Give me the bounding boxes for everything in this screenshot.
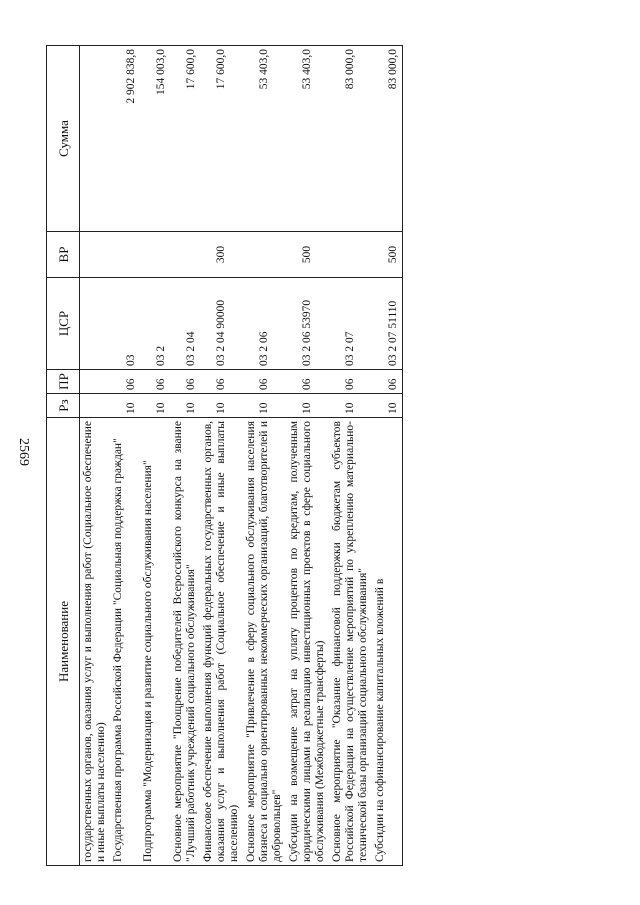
cell-pr: 06 <box>329 370 372 394</box>
table-row <box>200 46 243 866</box>
cell-sum: 154 003,0 <box>140 46 170 232</box>
cell-pr: 06 <box>170 370 200 394</box>
table-header-row <box>47 46 80 866</box>
cell-name: Подпрограмма "Модернизация и развитие социального обслуживания населения" <box>140 418 170 866</box>
cell-csr: 03 2 <box>140 278 170 370</box>
cell-vr <box>329 232 372 278</box>
cell-vr <box>140 232 170 278</box>
cell-rz: 10 <box>286 394 329 418</box>
cell-name: Субсидии на софинансирование капитальных вложений в <box>372 418 403 866</box>
cell-sum <box>80 46 111 232</box>
cell-vr <box>243 232 286 278</box>
header-vr: ВР <box>47 232 80 278</box>
cell-rz: 10 <box>329 394 372 418</box>
cell-pr: 06 <box>372 370 403 394</box>
page-number: 2569 <box>16 438 31 466</box>
cell-sum: 2 902 838,8 <box>110 46 140 232</box>
header-rz: Рз <box>47 394 80 418</box>
cell-csr: 03 2 07 <box>329 278 372 370</box>
cell-sum: 53 403,0 <box>286 46 329 232</box>
cell-csr: 03 2 06 <box>243 278 286 370</box>
cell-sum: 83 000,0 <box>372 46 403 232</box>
cell-name: Основное мероприятие "Оказание финансовой поддержки бюджетам субъектов Российской Федерации на осуществление мероприятий по укреплению материально-технической базы организаций социального обслуживания" <box>329 418 372 866</box>
header-sum: Сумма <box>47 46 80 232</box>
table-row <box>80 46 111 866</box>
table-row <box>243 46 286 866</box>
cell-csr: 03 2 06 53970 <box>286 278 329 370</box>
header-name: Наименование <box>47 418 80 866</box>
cell-name: Финансовое обеспечение выполнения функций федеральных государственных органов, оказания услуг и выполнения работ (Социальное обеспечение и иные выплаты населению) <box>200 418 243 866</box>
cell-name: Субсидии на возмещение затрат на уплату процентов по кредитам, полученным юридическими лицами на реализацию инвестиционных проектов в сфере социального обслуживания (Межбюджетные трансферты) <box>286 418 329 866</box>
cell-csr: 03 <box>110 278 140 370</box>
cell-rz: 10 <box>170 394 200 418</box>
cell-pr: 06 <box>110 370 140 394</box>
table-row <box>170 46 200 866</box>
cell-rz: 10 <box>200 394 243 418</box>
table-row <box>140 46 170 866</box>
cell-vr <box>110 232 140 278</box>
table-body <box>80 46 403 866</box>
cell-vr: 300 <box>200 232 243 278</box>
cell-csr: 03 2 04 90000 <box>200 278 243 370</box>
cell-rz <box>80 394 111 418</box>
table-row <box>329 46 372 866</box>
cell-rz: 10 <box>243 394 286 418</box>
header-csr: ЦСР <box>47 278 80 370</box>
table-row <box>110 46 140 866</box>
cell-sum: 17 600,0 <box>170 46 200 232</box>
cell-pr <box>80 370 111 394</box>
cell-sum: 83 000,0 <box>329 46 372 232</box>
cell-csr: 03 2 07 51110 <box>372 278 403 370</box>
table-row <box>372 46 403 866</box>
cell-rz: 10 <box>372 394 403 418</box>
cell-rz: 10 <box>110 394 140 418</box>
cell-pr: 06 <box>286 370 329 394</box>
header-pr: ПР <box>47 370 80 394</box>
table-row <box>286 46 329 866</box>
cell-vr: 500 <box>372 232 403 278</box>
cell-pr: 06 <box>140 370 170 394</box>
cell-name: государственных органов, оказания услуг и выполнения работ (Социальное обеспечение и иные выплаты населению) <box>80 418 111 866</box>
cell-vr <box>170 232 200 278</box>
cell-name: Основное мероприятие "Поощрение победителей Всероссийского конкурса на звание "Лучший работник учреждений социального обслуживания" <box>170 418 200 866</box>
cell-sum: 53 403,0 <box>243 46 286 232</box>
cell-sum: 17 600,0 <box>200 46 243 232</box>
cell-name: Государственная программа Российской Федерации "Социальная поддержка граждан" <box>110 418 140 866</box>
cell-csr: 03 2 04 <box>170 278 200 370</box>
cell-vr: 500 <box>286 232 329 278</box>
cell-vr <box>80 232 111 278</box>
cell-pr: 06 <box>200 370 243 394</box>
budget-table <box>46 45 403 866</box>
cell-csr <box>80 278 111 370</box>
cell-name: Основное мероприятие "Привлечение в сферу социального обслуживания населения бизнеса и социально ориентированных некоммерческих организаций, благотворителей и добровольцев" <box>243 418 286 866</box>
cell-pr: 06 <box>243 370 286 394</box>
cell-rz: 10 <box>140 394 170 418</box>
budget-table-rotated <box>46 46 586 866</box>
